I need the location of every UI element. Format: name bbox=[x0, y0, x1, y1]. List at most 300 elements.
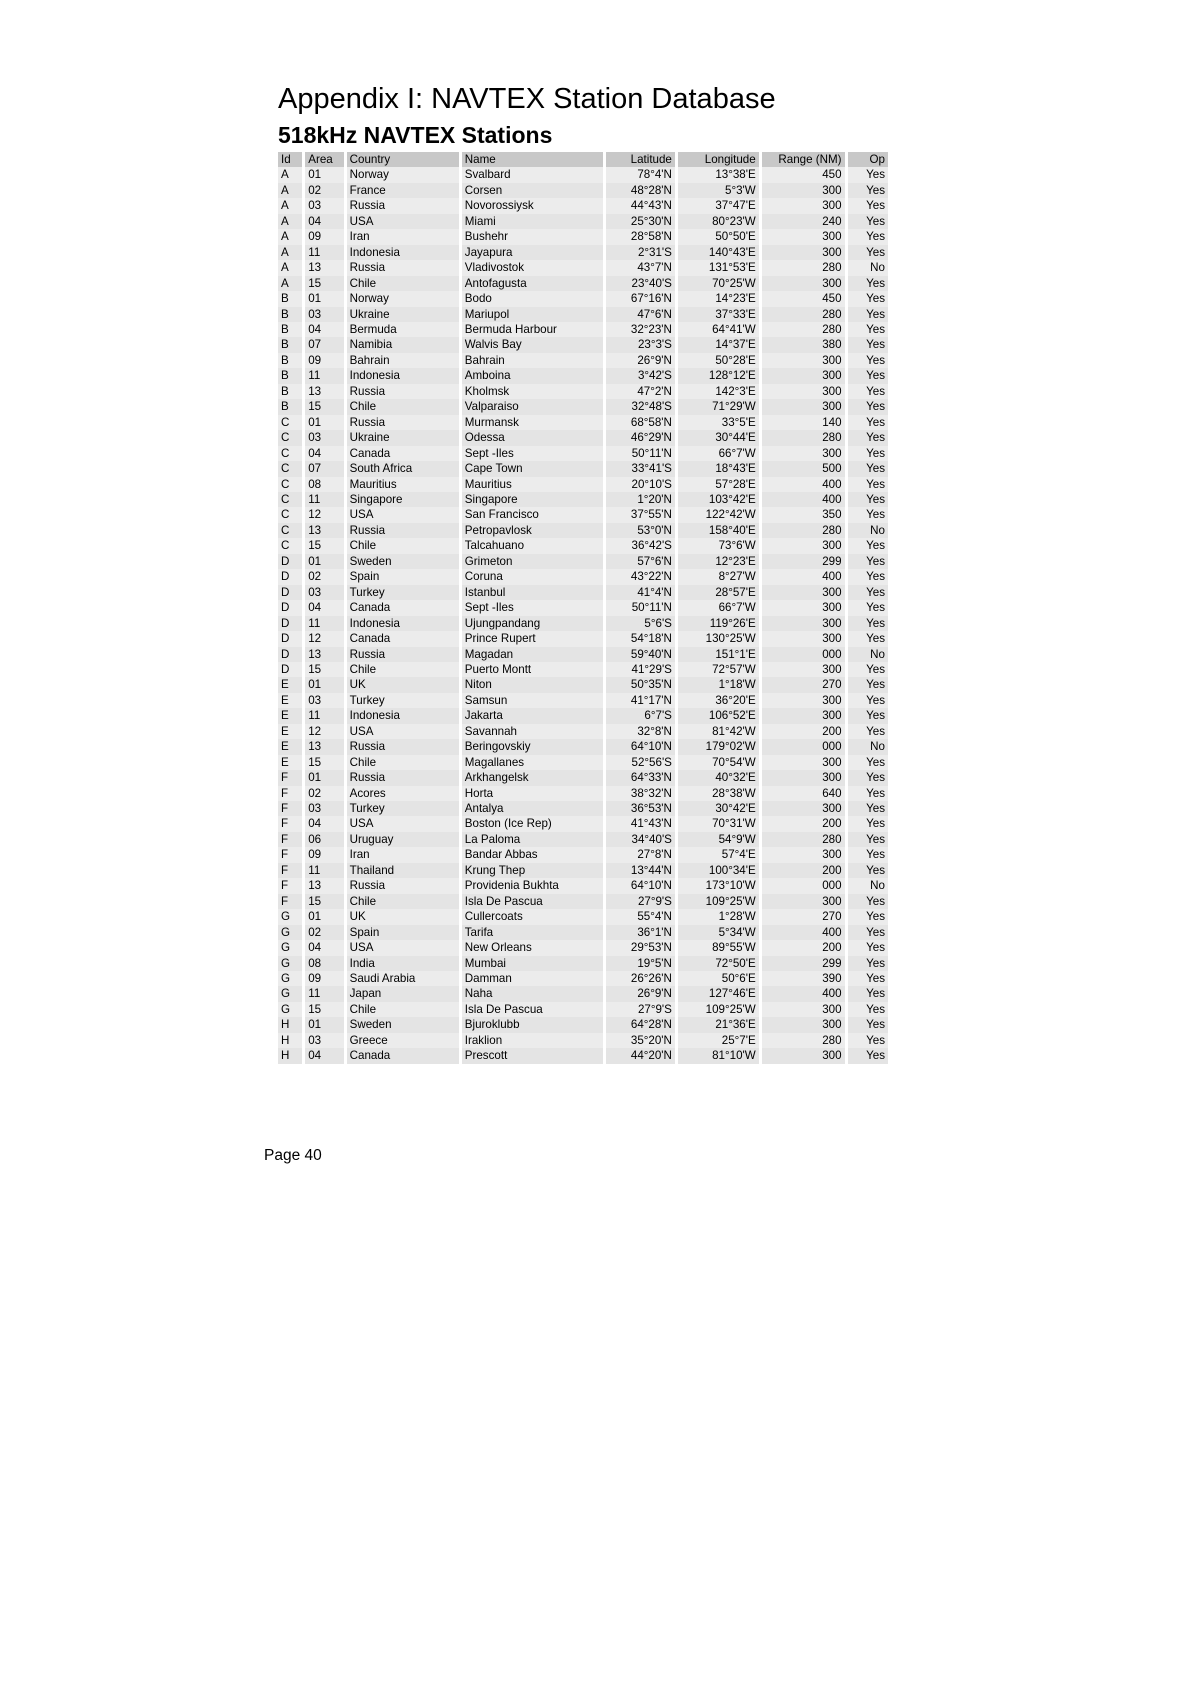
cell-id: C bbox=[278, 538, 302, 553]
cell-area: 02 bbox=[305, 569, 343, 584]
table-row bbox=[278, 585, 888, 600]
cell-op: Yes bbox=[848, 477, 888, 492]
cell-latitude: 32°48'S bbox=[606, 399, 675, 414]
cell-area: 01 bbox=[305, 677, 343, 692]
cell-op: Yes bbox=[848, 399, 888, 414]
cell-area: 02 bbox=[305, 925, 343, 940]
cell-name: Iraklion bbox=[462, 1033, 603, 1048]
cell-range: 200 bbox=[762, 816, 845, 831]
cell-latitude: 29°53'N bbox=[606, 940, 675, 955]
table-row bbox=[278, 863, 888, 878]
cell-area: 01 bbox=[305, 291, 343, 306]
cell-range: 450 bbox=[762, 291, 845, 306]
cell-longitude: 64°41'W bbox=[678, 322, 759, 337]
table-row bbox=[278, 276, 888, 291]
cell-op: Yes bbox=[848, 631, 888, 646]
cell-country: South Africa bbox=[347, 461, 459, 476]
cell-id: D bbox=[278, 554, 302, 569]
table-row bbox=[278, 430, 888, 445]
cell-range: 300 bbox=[762, 801, 845, 816]
cell-area: 15 bbox=[305, 538, 343, 553]
cell-name: Bahrain bbox=[462, 353, 603, 368]
cell-range: 300 bbox=[762, 446, 845, 461]
cell-op: Yes bbox=[848, 337, 888, 352]
cell-name: Vladivostok bbox=[462, 260, 603, 275]
cell-id: H bbox=[278, 1017, 302, 1032]
cell-name: Grimeton bbox=[462, 554, 603, 569]
cell-longitude: 30°42'E bbox=[678, 801, 759, 816]
cell-latitude: 26°9'N bbox=[606, 353, 675, 368]
table-row bbox=[278, 616, 888, 631]
cell-id: A bbox=[278, 245, 302, 260]
cell-country: Russia bbox=[347, 260, 459, 275]
cell-name: La Paloma bbox=[462, 832, 603, 847]
table-row bbox=[278, 878, 888, 893]
header-latitude: Latitude bbox=[606, 152, 675, 167]
cell-latitude: 67°16'N bbox=[606, 291, 675, 306]
cell-area: 04 bbox=[305, 816, 343, 831]
cell-op: Yes bbox=[848, 538, 888, 553]
table-row bbox=[278, 925, 888, 940]
cell-op: Yes bbox=[848, 183, 888, 198]
table-row bbox=[278, 956, 888, 971]
cell-latitude: 53°0'N bbox=[606, 523, 675, 538]
cell-area: 01 bbox=[305, 415, 343, 430]
cell-name: Naha bbox=[462, 986, 603, 1001]
cell-name: Walvis Bay bbox=[462, 337, 603, 352]
cell-name: Puerto Montt bbox=[462, 662, 603, 677]
cell-name: Sept -Iles bbox=[462, 446, 603, 461]
cell-range: 000 bbox=[762, 739, 845, 754]
cell-op: Yes bbox=[848, 940, 888, 955]
cell-op: Yes bbox=[848, 229, 888, 244]
cell-latitude: 27°8'N bbox=[606, 847, 675, 862]
cell-range: 450 bbox=[762, 167, 845, 182]
cell-name: Odessa bbox=[462, 430, 603, 445]
cell-id: C bbox=[278, 430, 302, 445]
cell-latitude: 44°20'N bbox=[606, 1048, 675, 1063]
cell-range: 300 bbox=[762, 399, 845, 414]
cell-longitude: 109°25'W bbox=[678, 1002, 759, 1017]
table-row bbox=[278, 677, 888, 692]
cell-country: Iran bbox=[347, 229, 459, 244]
cell-range: 200 bbox=[762, 940, 845, 955]
cell-area: 11 bbox=[305, 708, 343, 723]
cell-latitude: 3°42'S bbox=[606, 368, 675, 383]
cell-latitude: 43°22'N bbox=[606, 569, 675, 584]
cell-id: C bbox=[278, 477, 302, 492]
cell-id: F bbox=[278, 816, 302, 831]
cell-id: G bbox=[278, 940, 302, 955]
cell-id: A bbox=[278, 276, 302, 291]
cell-country: USA bbox=[347, 724, 459, 739]
table-row bbox=[278, 167, 888, 182]
cell-range: 280 bbox=[762, 322, 845, 337]
cell-name: Coruna bbox=[462, 569, 603, 584]
cell-name: Providenia Bukhta bbox=[462, 878, 603, 893]
cell-op: Yes bbox=[848, 662, 888, 677]
cell-op: Yes bbox=[848, 770, 888, 785]
table-row bbox=[278, 384, 888, 399]
cell-longitude: 140°43'E bbox=[678, 245, 759, 260]
table-row bbox=[278, 847, 888, 862]
cell-id: A bbox=[278, 167, 302, 182]
cell-country: Russia bbox=[347, 384, 459, 399]
table-row bbox=[278, 708, 888, 723]
cell-longitude: 57°4'E bbox=[678, 847, 759, 862]
cell-country: USA bbox=[347, 816, 459, 831]
cell-area: 13 bbox=[305, 878, 343, 893]
cell-latitude: 33°41'S bbox=[606, 461, 675, 476]
cell-id: D bbox=[278, 585, 302, 600]
cell-country: USA bbox=[347, 214, 459, 229]
cell-area: 09 bbox=[305, 353, 343, 368]
section-title: 518kHz NAVTEX Stations bbox=[278, 122, 553, 148]
cell-country: Uruguay bbox=[347, 832, 459, 847]
cell-area: 03 bbox=[305, 198, 343, 213]
cell-name: Bjuroklubb bbox=[462, 1017, 603, 1032]
table-row bbox=[278, 245, 888, 260]
cell-id: F bbox=[278, 847, 302, 862]
cell-name: Arkhangelsk bbox=[462, 770, 603, 785]
cell-country: Turkey bbox=[347, 693, 459, 708]
cell-name: Prince Rupert bbox=[462, 631, 603, 646]
cell-op: Yes bbox=[848, 925, 888, 940]
cell-name: Bermuda Harbour bbox=[462, 322, 603, 337]
cell-op: Yes bbox=[848, 245, 888, 260]
cell-op: Yes bbox=[848, 1048, 888, 1063]
cell-id: D bbox=[278, 662, 302, 677]
cell-latitude: 26°9'N bbox=[606, 986, 675, 1001]
cell-op: Yes bbox=[848, 1002, 888, 1017]
cell-country: Spain bbox=[347, 925, 459, 940]
cell-latitude: 23°3'S bbox=[606, 337, 675, 352]
table-row bbox=[278, 507, 888, 522]
table-row bbox=[278, 1033, 888, 1048]
cell-range: 300 bbox=[762, 631, 845, 646]
cell-range: 280 bbox=[762, 523, 845, 538]
cell-area: 11 bbox=[305, 616, 343, 631]
table-row bbox=[278, 446, 888, 461]
cell-name: Mariupol bbox=[462, 307, 603, 322]
cell-latitude: 27°9'S bbox=[606, 1002, 675, 1017]
cell-country: Chile bbox=[347, 1002, 459, 1017]
cell-op: Yes bbox=[848, 986, 888, 1001]
cell-latitude: 64°10'N bbox=[606, 739, 675, 754]
cell-country: Chile bbox=[347, 894, 459, 909]
cell-id: D bbox=[278, 569, 302, 584]
cell-name: Valparaiso bbox=[462, 399, 603, 414]
cell-range: 300 bbox=[762, 693, 845, 708]
cell-op: Yes bbox=[848, 1033, 888, 1048]
cell-op: Yes bbox=[848, 307, 888, 322]
cell-id: G bbox=[278, 956, 302, 971]
cell-latitude: 41°29'S bbox=[606, 662, 675, 677]
cell-longitude: 71°29'W bbox=[678, 399, 759, 414]
table-row bbox=[278, 183, 888, 198]
cell-range: 000 bbox=[762, 878, 845, 893]
cell-id: E bbox=[278, 724, 302, 739]
cell-longitude: 14°23'E bbox=[678, 291, 759, 306]
cell-latitude: 2°31'S bbox=[606, 245, 675, 260]
cell-longitude: 5°34'W bbox=[678, 925, 759, 940]
cell-country: Turkey bbox=[347, 801, 459, 816]
cell-area: 15 bbox=[305, 755, 343, 770]
table-row bbox=[278, 368, 888, 383]
cell-country: India bbox=[347, 956, 459, 971]
cell-id: G bbox=[278, 971, 302, 986]
cell-longitude: 100°34'E bbox=[678, 863, 759, 878]
cell-op: Yes bbox=[848, 894, 888, 909]
cell-area: 08 bbox=[305, 956, 343, 971]
cell-range: 300 bbox=[762, 616, 845, 631]
cell-id: A bbox=[278, 260, 302, 275]
table-row bbox=[278, 477, 888, 492]
cell-longitude: 1°18'W bbox=[678, 677, 759, 692]
cell-country: Sweden bbox=[347, 1017, 459, 1032]
cell-country: Bahrain bbox=[347, 353, 459, 368]
cell-latitude: 13°44'N bbox=[606, 863, 675, 878]
cell-latitude: 36°1'N bbox=[606, 925, 675, 940]
cell-id: E bbox=[278, 739, 302, 754]
cell-range: 300 bbox=[762, 585, 845, 600]
cell-range: 299 bbox=[762, 554, 845, 569]
cell-id: D bbox=[278, 631, 302, 646]
cell-op: Yes bbox=[848, 446, 888, 461]
cell-range: 380 bbox=[762, 337, 845, 352]
cell-op: No bbox=[848, 739, 888, 754]
cell-name: Murmansk bbox=[462, 415, 603, 430]
cell-name: Singapore bbox=[462, 492, 603, 507]
cell-latitude: 48°28'N bbox=[606, 183, 675, 198]
table-row bbox=[278, 647, 888, 662]
cell-op: Yes bbox=[848, 786, 888, 801]
cell-id: F bbox=[278, 863, 302, 878]
table-row bbox=[278, 724, 888, 739]
cell-longitude: 72°50'E bbox=[678, 956, 759, 971]
table-row bbox=[278, 307, 888, 322]
cell-latitude: 64°10'N bbox=[606, 878, 675, 893]
cell-latitude: 34°40'S bbox=[606, 832, 675, 847]
cell-longitude: 21°36'E bbox=[678, 1017, 759, 1032]
cell-country: Japan bbox=[347, 986, 459, 1001]
cell-longitude: 80°23'W bbox=[678, 214, 759, 229]
cell-range: 280 bbox=[762, 307, 845, 322]
cell-longitude: 109°25'W bbox=[678, 894, 759, 909]
cell-range: 300 bbox=[762, 1017, 845, 1032]
cell-name: Cullercoats bbox=[462, 909, 603, 924]
cell-area: 04 bbox=[305, 600, 343, 615]
cell-op: Yes bbox=[848, 384, 888, 399]
cell-id: C bbox=[278, 492, 302, 507]
cell-country: Russia bbox=[347, 198, 459, 213]
cell-area: 03 bbox=[305, 1033, 343, 1048]
cell-latitude: 36°53'N bbox=[606, 801, 675, 816]
cell-name: Mumbai bbox=[462, 956, 603, 971]
cell-name: Jayapura bbox=[462, 245, 603, 260]
cell-country: France bbox=[347, 183, 459, 198]
cell-id: B bbox=[278, 353, 302, 368]
cell-latitude: 41°4'N bbox=[606, 585, 675, 600]
cell-range: 400 bbox=[762, 925, 845, 940]
cell-country: Acores bbox=[347, 786, 459, 801]
cell-area: 11 bbox=[305, 492, 343, 507]
cell-area: 12 bbox=[305, 631, 343, 646]
table-row bbox=[278, 214, 888, 229]
cell-latitude: 43°7'N bbox=[606, 260, 675, 275]
table-row bbox=[278, 770, 888, 785]
table-row bbox=[278, 832, 888, 847]
cell-area: 13 bbox=[305, 384, 343, 399]
table-header bbox=[278, 152, 888, 167]
cell-id: E bbox=[278, 755, 302, 770]
cell-longitude: 25°7'E bbox=[678, 1033, 759, 1048]
cell-country: Norway bbox=[347, 167, 459, 182]
cell-country: Canada bbox=[347, 600, 459, 615]
cell-longitude: 127°46'E bbox=[678, 986, 759, 1001]
header-name: Name bbox=[462, 152, 603, 167]
cell-op: Yes bbox=[848, 368, 888, 383]
table-row bbox=[278, 940, 888, 955]
cell-name: Cape Town bbox=[462, 461, 603, 476]
cell-longitude: 142°3'E bbox=[678, 384, 759, 399]
cell-latitude: 35°20'N bbox=[606, 1033, 675, 1048]
cell-latitude: 52°56'S bbox=[606, 755, 675, 770]
cell-op: Yes bbox=[848, 569, 888, 584]
cell-op: Yes bbox=[848, 801, 888, 816]
cell-name: Sept -Iles bbox=[462, 600, 603, 615]
table-row bbox=[278, 816, 888, 831]
cell-range: 140 bbox=[762, 415, 845, 430]
cell-op: Yes bbox=[848, 492, 888, 507]
cell-area: 12 bbox=[305, 724, 343, 739]
header-area: Area bbox=[305, 152, 343, 167]
cell-range: 300 bbox=[762, 538, 845, 553]
cell-range: 300 bbox=[762, 276, 845, 291]
cell-name: Tarifa bbox=[462, 925, 603, 940]
cell-id: E bbox=[278, 677, 302, 692]
cell-op: Yes bbox=[848, 847, 888, 862]
page-number: Page 40 bbox=[264, 1147, 322, 1164]
cell-area: 13 bbox=[305, 260, 343, 275]
cell-name: Niton bbox=[462, 677, 603, 692]
cell-id: A bbox=[278, 229, 302, 244]
cell-country: Namibia bbox=[347, 337, 459, 352]
cell-longitude: 70°31'W bbox=[678, 816, 759, 831]
cell-area: 07 bbox=[305, 461, 343, 476]
table-row bbox=[278, 198, 888, 213]
cell-country: Canada bbox=[347, 446, 459, 461]
table-row bbox=[278, 986, 888, 1001]
cell-area: 04 bbox=[305, 940, 343, 955]
cell-longitude: 50°28'E bbox=[678, 353, 759, 368]
cell-id: C bbox=[278, 523, 302, 538]
cell-name: Mauritius bbox=[462, 477, 603, 492]
cell-country: Norway bbox=[347, 291, 459, 306]
cell-range: 300 bbox=[762, 368, 845, 383]
table-row bbox=[278, 894, 888, 909]
cell-op: Yes bbox=[848, 909, 888, 924]
cell-longitude: 8°27'W bbox=[678, 569, 759, 584]
cell-id: B bbox=[278, 384, 302, 399]
cell-range: 270 bbox=[762, 677, 845, 692]
cell-longitude: 119°26'E bbox=[678, 616, 759, 631]
cell-latitude: 68°58'N bbox=[606, 415, 675, 430]
cell-id: A bbox=[278, 183, 302, 198]
cell-range: 300 bbox=[762, 183, 845, 198]
table-row bbox=[278, 538, 888, 553]
cell-latitude: 47°2'N bbox=[606, 384, 675, 399]
table-row bbox=[278, 260, 888, 275]
cell-name: Bandar Abbas bbox=[462, 847, 603, 862]
cell-country: Canada bbox=[347, 631, 459, 646]
cell-name: Magallanes bbox=[462, 755, 603, 770]
cell-id: C bbox=[278, 461, 302, 476]
cell-id: F bbox=[278, 801, 302, 816]
cell-op: Yes bbox=[848, 214, 888, 229]
cell-range: 280 bbox=[762, 430, 845, 445]
cell-range: 300 bbox=[762, 600, 845, 615]
table-row bbox=[278, 353, 888, 368]
cell-id: D bbox=[278, 600, 302, 615]
table-row bbox=[278, 554, 888, 569]
cell-area: 11 bbox=[305, 986, 343, 1001]
cell-id: G bbox=[278, 925, 302, 940]
cell-longitude: 72°57'W bbox=[678, 662, 759, 677]
cell-country: Saudi Arabia bbox=[347, 971, 459, 986]
cell-area: 11 bbox=[305, 245, 343, 260]
cell-area: 09 bbox=[305, 229, 343, 244]
cell-longitude: 50°50'E bbox=[678, 229, 759, 244]
cell-latitude: 55°4'N bbox=[606, 909, 675, 924]
cell-name: Savannah bbox=[462, 724, 603, 739]
cell-range: 390 bbox=[762, 971, 845, 986]
cell-range: 300 bbox=[762, 384, 845, 399]
cell-latitude: 54°18'N bbox=[606, 631, 675, 646]
cell-name: Boston (Ice Rep) bbox=[462, 816, 603, 831]
cell-country: Greece bbox=[347, 1033, 459, 1048]
cell-id: D bbox=[278, 616, 302, 631]
cell-latitude: 36°42'S bbox=[606, 538, 675, 553]
cell-op: Yes bbox=[848, 863, 888, 878]
cell-area: 12 bbox=[305, 507, 343, 522]
cell-area: 01 bbox=[305, 770, 343, 785]
cell-longitude: 122°42'W bbox=[678, 507, 759, 522]
cell-range: 300 bbox=[762, 198, 845, 213]
cell-op: No bbox=[848, 523, 888, 538]
cell-area: 11 bbox=[305, 863, 343, 878]
cell-id: B bbox=[278, 307, 302, 322]
cell-area: 11 bbox=[305, 368, 343, 383]
cell-country: Iran bbox=[347, 847, 459, 862]
cell-op: Yes bbox=[848, 956, 888, 971]
cell-id: B bbox=[278, 368, 302, 383]
cell-country: Thailand bbox=[347, 863, 459, 878]
cell-id: F bbox=[278, 770, 302, 785]
cell-area: 01 bbox=[305, 1017, 343, 1032]
cell-range: 000 bbox=[762, 647, 845, 662]
cell-range: 500 bbox=[762, 461, 845, 476]
cell-latitude: 64°33'N bbox=[606, 770, 675, 785]
cell-name: Bushehr bbox=[462, 229, 603, 244]
cell-op: Yes bbox=[848, 600, 888, 615]
cell-latitude: 41°17'N bbox=[606, 693, 675, 708]
cell-name: Horta bbox=[462, 786, 603, 801]
cell-latitude: 44°43'N bbox=[606, 198, 675, 213]
table-row bbox=[278, 786, 888, 801]
header-row bbox=[278, 152, 888, 167]
cell-area: 02 bbox=[305, 183, 343, 198]
